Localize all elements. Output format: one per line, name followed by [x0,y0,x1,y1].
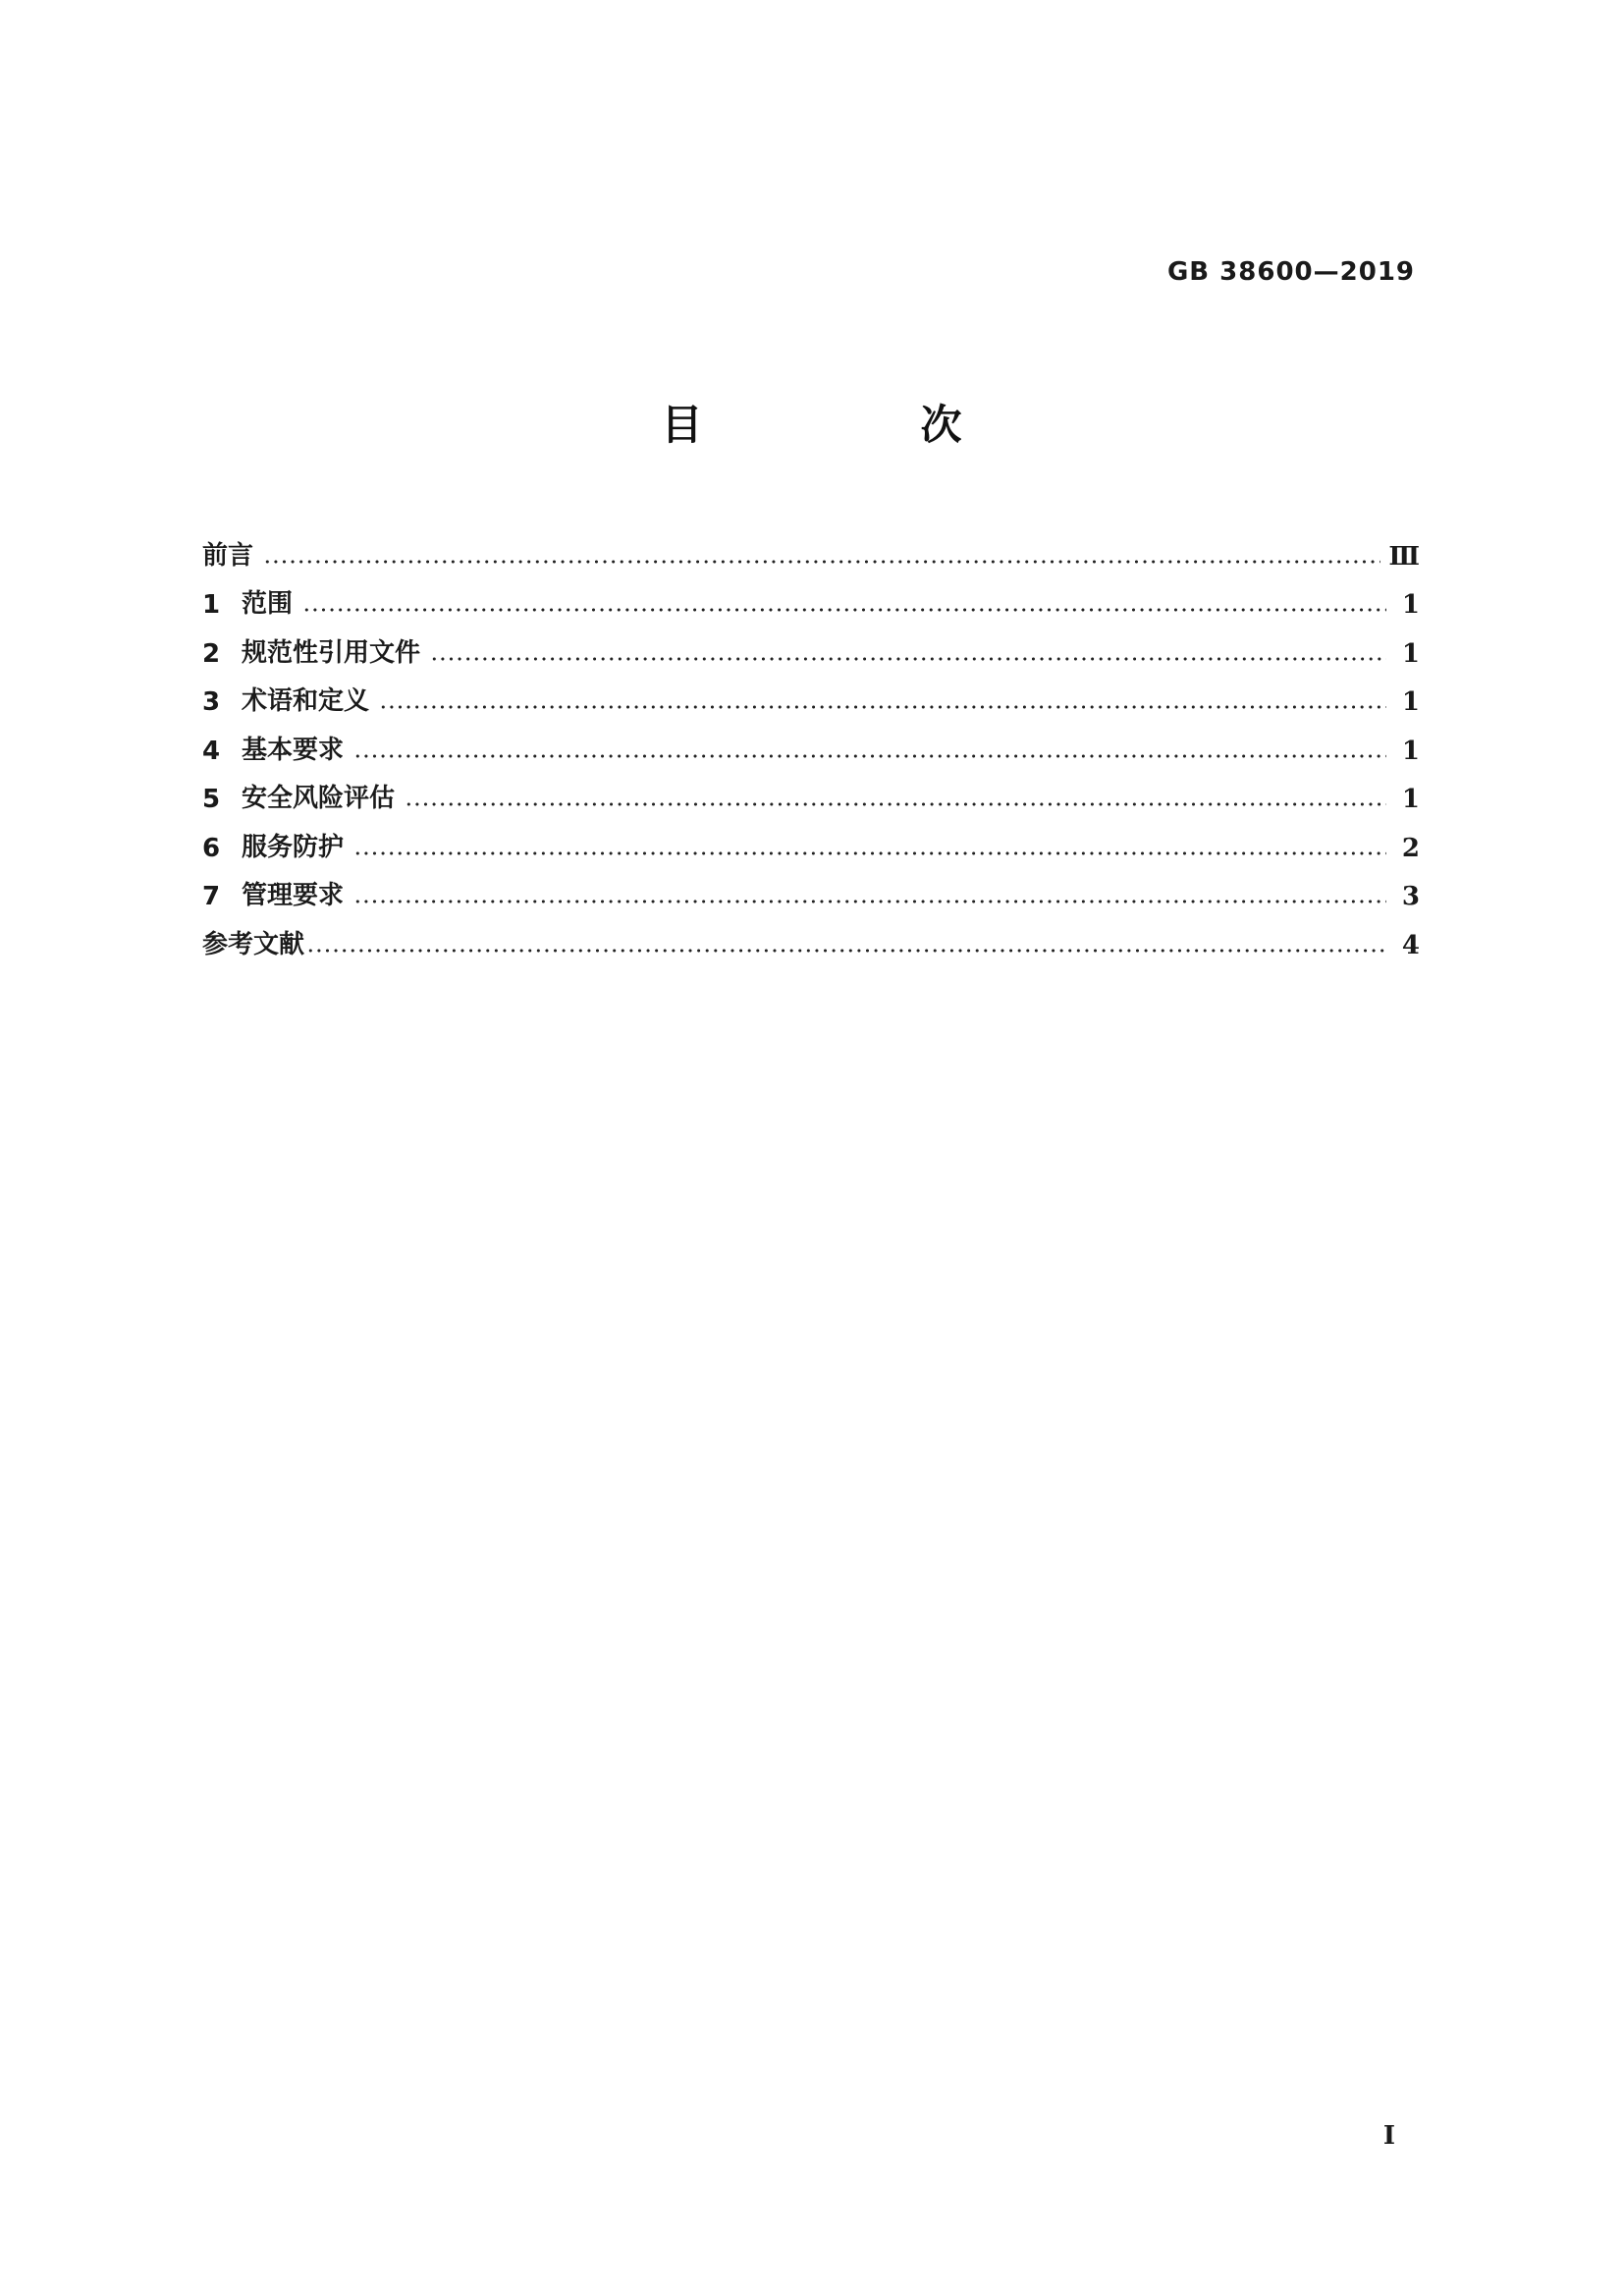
toc-entry-management-requirements[interactable] [202,863,1420,912]
toc-entry-label: 前言 [202,540,254,571]
dot-leader [430,657,1386,661]
dot-leader [353,851,1386,855]
toc-entry-normative-references[interactable] [202,620,1420,669]
toc-entry-number: 1 [202,590,221,620]
toc-entry-number: 7 [202,882,221,911]
toc-entry-number: 3 [202,687,221,717]
dot-leader [353,754,1386,758]
toc-entry-page: Ⅲ [1388,541,1420,572]
dot-leader [379,705,1386,709]
dot-leader [353,900,1386,903]
toc-entry-label: 管理要求 [242,881,345,910]
toc-entry-page: 1 [1401,736,1420,766]
page-number: I [1382,2121,1395,2151]
toc-entry-label: 安全风险评估 [242,784,396,813]
toc-entry-terms-definitions[interactable] [202,669,1420,718]
toc-entry-number: 5 [202,785,221,814]
toc-entry-page: 4 [1401,930,1420,960]
toc-entry-page: 3 [1401,882,1420,911]
standard-code: GB 38600—2019 [1166,257,1415,287]
toc-entry-label: 服务防护 [242,832,345,862]
dot-leader [306,949,1386,953]
toc-entry-page: 1 [1401,785,1420,814]
toc-entry-number: 6 [202,833,221,863]
toc-entry-label: 术语和定义 [242,686,370,716]
toc-entry-label: 规范性引用文件 [242,637,421,668]
toc-entry-page: 2 [1401,833,1420,863]
toc-entry-label: 基本要求 [242,735,345,765]
toc-entry-risk-assessment[interactable] [202,766,1420,815]
toc-entry-service-protection[interactable] [202,814,1420,863]
toc-entry-foreword[interactable] [202,522,1420,572]
dot-leader [263,560,1380,564]
toc-entry-scope[interactable] [202,572,1420,621]
toc-entry-page: 1 [1401,590,1420,620]
toc-title: 目 次 [661,401,1051,449]
toc-entry-bibliography[interactable] [202,911,1420,960]
toc-entry-page: 1 [1401,687,1420,717]
toc-entry-page: 1 [1401,638,1420,669]
table-of-contents [202,522,1420,960]
dot-leader [405,802,1386,806]
dot-leader [302,608,1386,612]
toc-entry-label: 范围 [242,589,294,619]
toc-entry-label: 参考文献 [202,929,305,959]
toc-entry-number: 2 [202,638,221,669]
toc-entry-basic-requirements[interactable] [202,717,1420,766]
toc-entry-number: 4 [202,736,221,766]
